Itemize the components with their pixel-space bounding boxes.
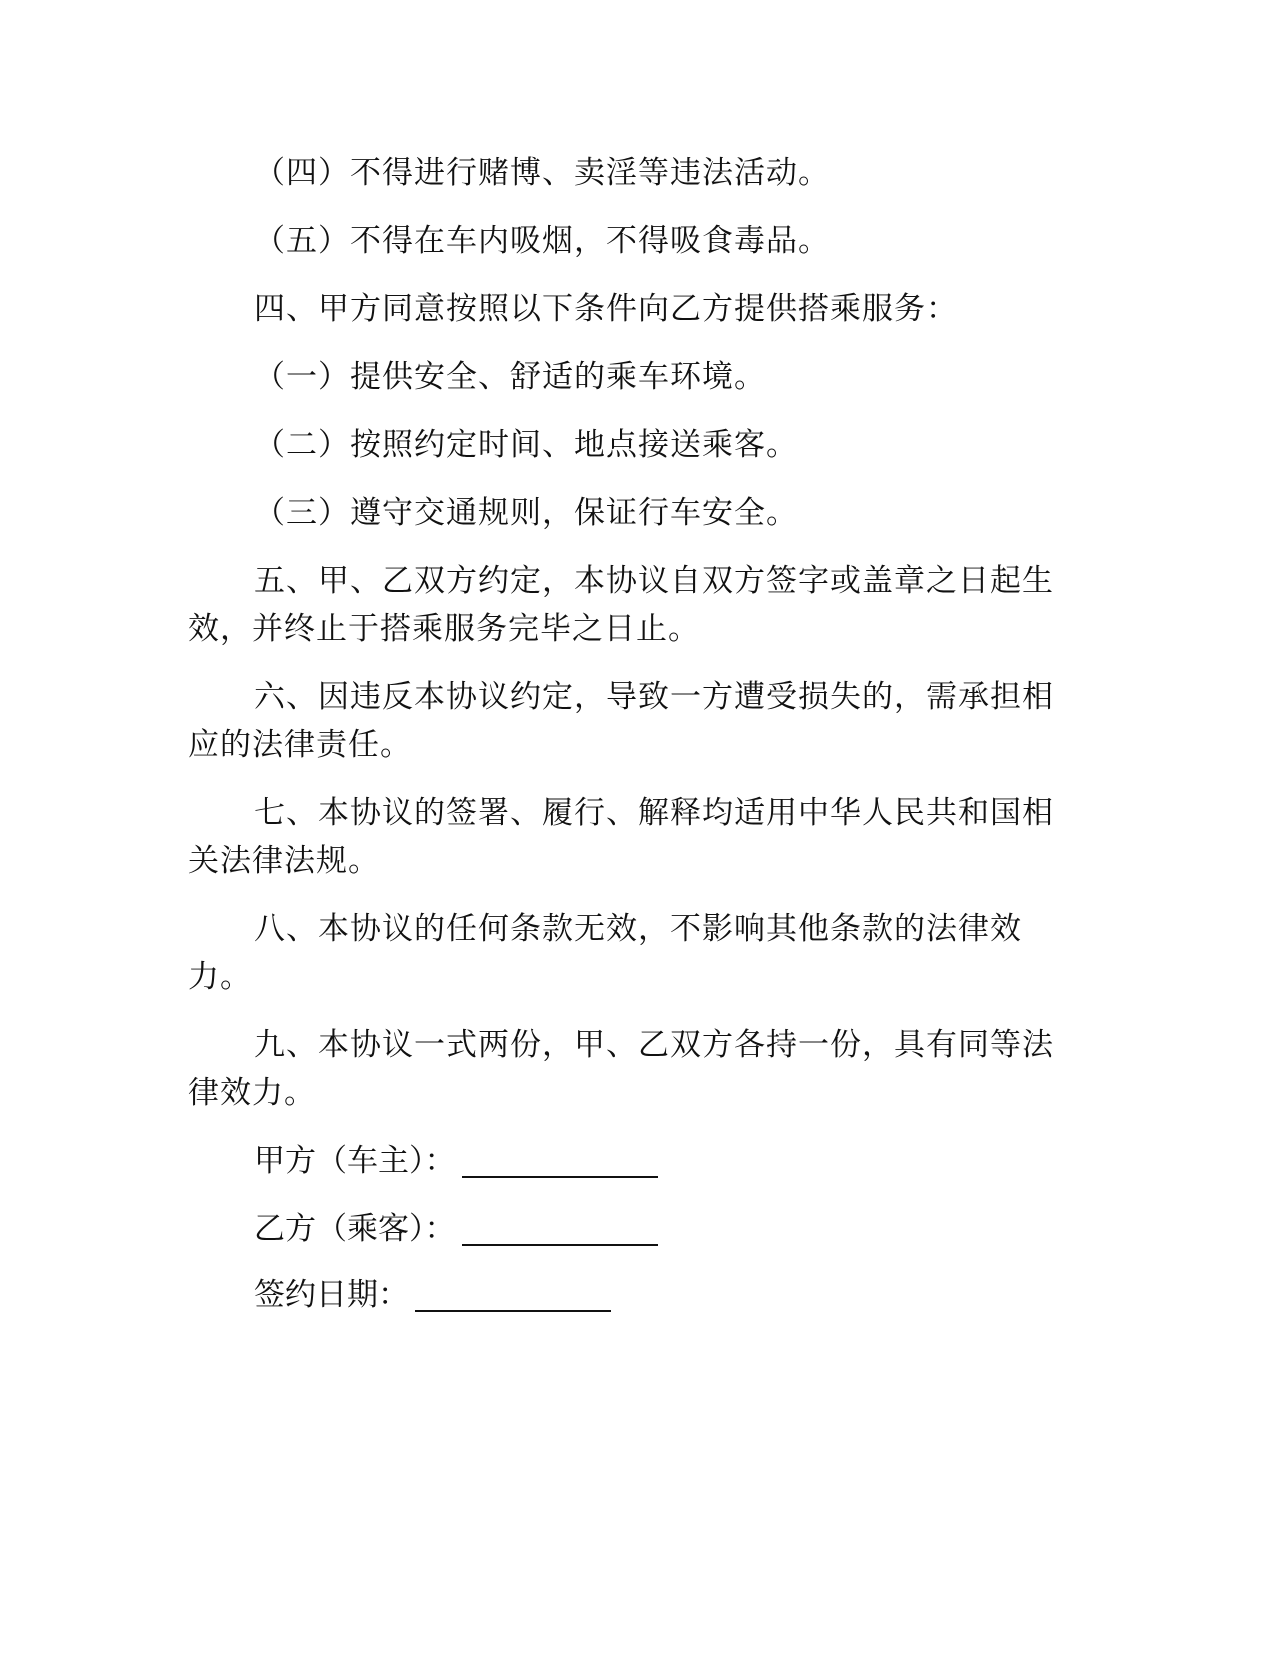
clause-4-heading: 四、甲方同意按照以下条件向乙方提供搭乘服务： — [254, 291, 958, 327]
party-a-signature-row — [254, 1136, 658, 1186]
clause-3-item-5: （五）不得在车内吸烟，不得吸食毒品。 — [254, 223, 830, 259]
clause-7-line-2: 关法律法规。 — [188, 843, 380, 879]
clause-5-line-1: 五、甲、乙双方约定，本协议自双方签字或盖章之日起生 — [254, 563, 1054, 599]
clause-8-line-1: 八、本协议的任何条款无效，不影响其他条款的法律效 — [254, 911, 1022, 947]
clause-4-item-1: （一）提供安全、舒适的乘车环境。 — [254, 359, 766, 395]
party-b-signature-row — [254, 1204, 658, 1254]
clause-5-line-2: 效，并终止于搭乘服务完毕之日止。 — [188, 611, 700, 647]
clause-4-item-2: （二）按照约定时间、地点接送乘客。 — [254, 427, 798, 463]
clause-3-item-4: （四）不得进行赌博、卖淫等违法活动。 — [254, 155, 830, 191]
clause-9-line-1: 九、本协议一式两份，甲、乙双方各持一份，具有同等法 — [254, 1027, 1054, 1063]
party-b-label: 乙方（乘客）： — [254, 1211, 456, 1247]
party-b-signature-blank[interactable] — [462, 1214, 658, 1246]
clause-8-line-2: 力。 — [188, 959, 252, 995]
clause-6-line-1: 六、因违反本协议约定，导致一方遭受损失的，需承担相 — [254, 679, 1054, 715]
party-a-label: 甲方（车主）： — [254, 1143, 456, 1179]
clause-4-item-3: （三）遵守交通规则，保证行车安全。 — [254, 495, 798, 531]
clause-7-line-1: 七、本协议的签署、履行、解释均适用中华人民共和国相 — [254, 795, 1054, 831]
sign-date-row — [254, 1270, 611, 1320]
clause-9-line-2: 律效力。 — [188, 1075, 316, 1111]
sign-date-blank[interactable] — [415, 1280, 611, 1312]
party-a-signature-blank[interactable] — [462, 1146, 658, 1178]
clause-6-line-2: 应的法律责任。 — [188, 727, 412, 763]
sign-date-label: 签约日期： — [254, 1277, 409, 1313]
